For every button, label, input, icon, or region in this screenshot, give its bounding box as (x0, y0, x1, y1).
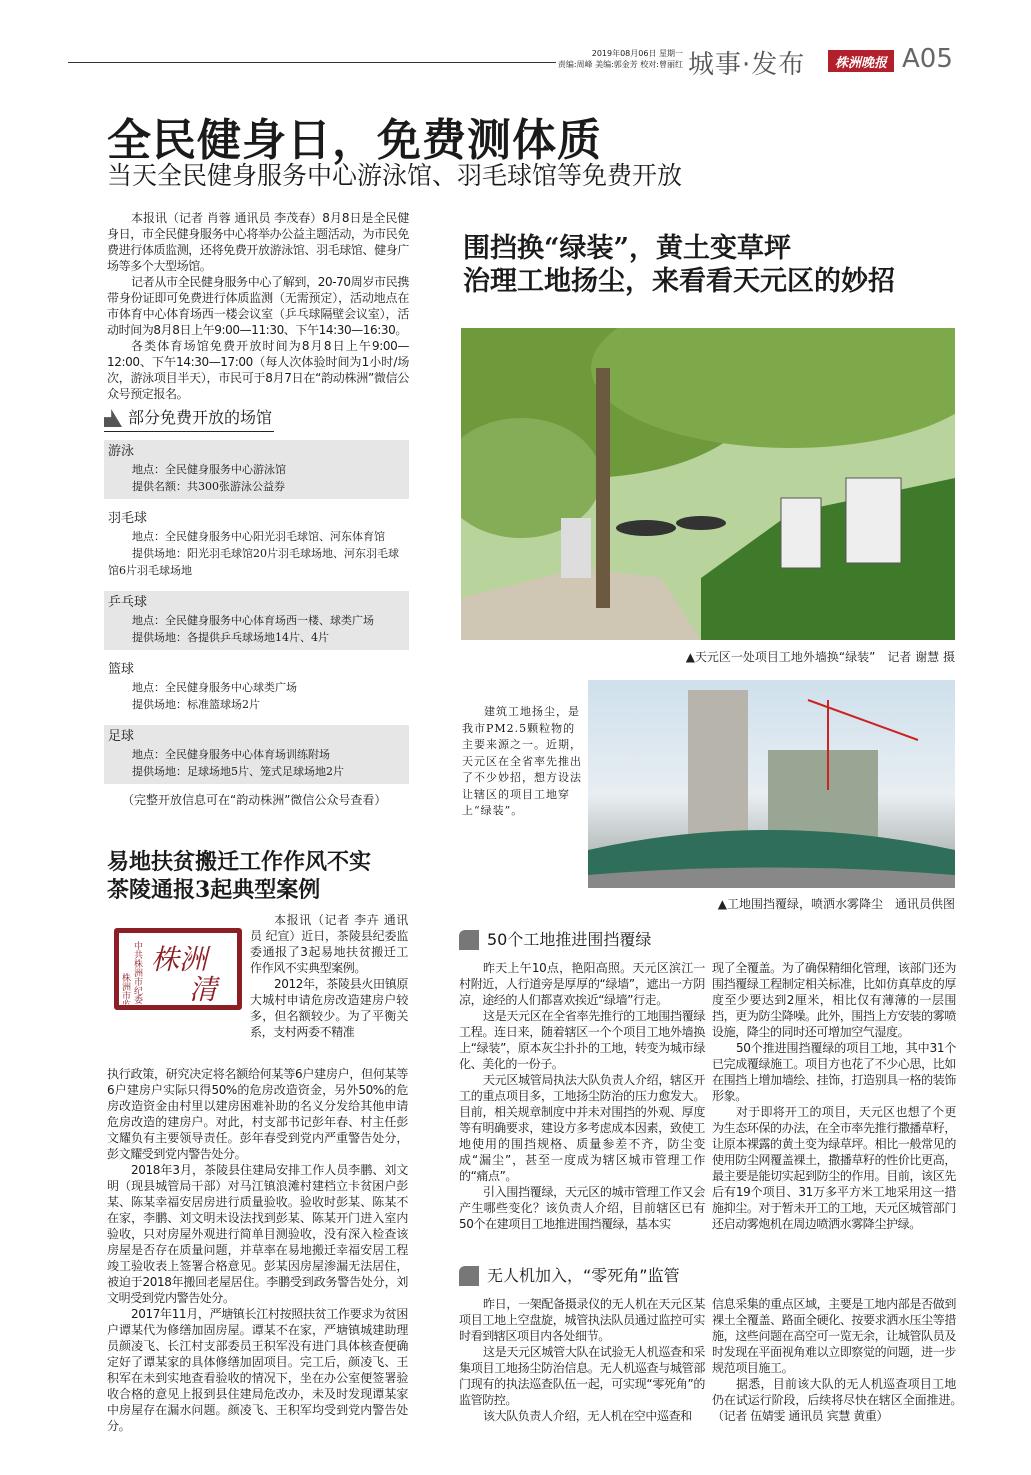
venue-line: 提供场地：阳光羽毛球馆20片羽毛球场地、河东羽毛球馆6片羽毛球场地 (108, 547, 399, 577)
page-number: A05 (902, 44, 953, 74)
svg-text:清: 清 (189, 973, 218, 1005)
venue-item (104, 658, 409, 717)
paragraph: 50个推进围挡覆绿的项目工地，其中31个已完成覆绿施工。项目方也花了不少心思，比如在围挡上增加墙绘、挂饰，打造别具一格的装饰形象。 (712, 1041, 956, 1103)
venue-line: 地点：全民健身服务中心阳光羽毛球馆、河东体育馆 (132, 530, 385, 543)
staff-credits: 责编:周峰 美编:郭金芳 校对:曾丽红 (557, 60, 683, 69)
venue-name: 乒乓球 (108, 595, 148, 610)
headline-line: 易地扶贫搬迁工作作风不实 (107, 849, 372, 875)
paper-logo: 株洲晚报 (828, 50, 894, 72)
arrow-icon (104, 409, 122, 427)
venues-heading-label: 部分免费开放的场馆 (128, 408, 273, 427)
photo1-caption: ▲天元区一处项目工地外墙换“绿装” 记者 谢慧 摄 (685, 650, 955, 664)
poverty-article-body (107, 1066, 408, 1434)
paragraph: 这是天元区城管大队在试验无人机巡查和采集项目工地扬尘防治信息。无人机巡查与城管部门现有的执法巡查队伍一起，可实现“零死角”的监管防控。 (459, 1345, 705, 1407)
svg-text:株洲: 株洲 (151, 943, 208, 976)
issue-date: 2019年08月06日 星期一 (591, 49, 683, 58)
venue-line: 提供名额：共300张游泳公益券 (132, 480, 285, 493)
section1-column1 (459, 960, 705, 1232)
photo-illustration (588, 680, 955, 888)
photo-green-wall-street (461, 328, 955, 640)
section1-column2 (712, 960, 956, 1232)
seal-graphic (119, 933, 237, 1005)
main-article-body (104, 210, 409, 402)
venue-name: 游泳 (108, 444, 135, 459)
paragraph: 本报讯（记者 肖蓉 通讯员 李茂春）8月8日是全民健身日，市全民健身服务中心将举办公益主题活动，为市民免费进行体质监测，还将免费开放游泳馆、羽毛球馆、健身广场等多个大型场馆。 (107, 211, 409, 273)
venue-item (104, 507, 409, 583)
green-story-headline (463, 232, 895, 298)
photo-sidenote: 建筑工地扬尘，是我市PM2.5颗粒物的主要来源之一。近期，天元区在全省率先推出了不少妙招，想方设法让辖区的项目工地穿上“绿装”。 (462, 705, 582, 817)
paragraph: 该大队负责人介绍，无人机在空中巡查和 (483, 1409, 692, 1423)
venue-line: 地点：全民健身服务中心球类广场 (132, 681, 297, 694)
paragraph: 昨日，一架配备摄录仪的无人机在天元区某项目工地上空盘旋，城管执法队员通过监控可实时看到辖区项目内各处细节。 (459, 1297, 705, 1343)
paragraph: 2018年3月，茶陵县住建局安排工作人员李鹏、刘文明（现县城管局干部）对马江镇浪滩村建档立卡贫困户彭某、陈某幸福安居房进行质量验收。验收时彭某、陈某不在家，李鹏、刘文明未设法找到彭某、陈某开门进入室内验收，只对房屋外观进行简单目测验收，没有深入检查该房屋是否存在质量问题，并草率在易地搬迁幸福安居工程竣工验收表上签署合格意见。彭某因房屋渗漏无法居住，被迫于2018年搬回老屋居住。李鹏受到政务警告处分，刘文明受到党内警告处分。 (107, 1163, 408, 1305)
paragraph: 记者从市全民健身服务中心了解到，20-70周岁市民携带身份证即可免费进行体质监测（无需预定），活动地点在市体育中心体育场西一楼会议室（乒乓球隔壁会议室），活动时间为8月8日上午9:00—11:30、下午14:30—16:30。 (107, 275, 409, 337)
venue-line: 地点：全民健身服务中心游泳馆 (132, 463, 286, 476)
venue-name: 篮球 (108, 662, 135, 677)
section2-column1 (459, 1296, 705, 1424)
paragraph: 对于即将开工的项目，天元区也想了个更为生态环保的办法，在全市率先推行撒播草籽，让原本裸露的黄土变为绿草坪。相比一般常见的使用防尘网覆盖裸土，撒播草籽的性价比更高，最主要是能切实起到防尘的作用。目前，该区先后有19个项目、31万多平方米工地采用这一措施抑尘。对于暂未开工的工地，天元区城管部门还启动雾炮机在周边喷洒水雾降尘护绿。 (712, 1105, 956, 1231)
paragraph: 昨天上午10点，艳阳高照。天元区滨江一村附近，人行道旁是厚厚的“绿墙”，遮出一方阴凉，途经的人们都喜欢挨近“绿墙”行走。 (459, 961, 705, 1007)
masthead-meta (558, 48, 683, 70)
venue-item (104, 591, 409, 650)
paragraph: 本报讯（记者 李卉 通讯员 纪宣）近日，茶陵县纪委监委通报了3起易地扶贫搬迁工作作风不实典型案例。 (250, 913, 408, 975)
square-bullet-icon (459, 930, 479, 950)
section2-column2 (712, 1296, 968, 1424)
venues-heading (104, 408, 274, 432)
svg-text:中共株洲市纪委: 中共株洲市纪委 (132, 941, 142, 1004)
section-heading (459, 1266, 705, 1286)
headline-line: 治理工地扬尘，来看看天元区的妙招 (463, 266, 895, 297)
venue-line: 地点：全民健身服务中心体育场西一楼、球类广场 (132, 614, 374, 627)
venue-name: 足球 (108, 729, 135, 744)
section-title: 无人机加入，“零死角”监管 (487, 1266, 680, 1285)
venue-name: 羽毛球 (108, 511, 148, 526)
headline-line: 围挡换“绿装”，黄土变草坪 (463, 233, 792, 264)
paragraph: 信息采集的重点区域，主要是工地内部是否做到裸土全覆盖、路面全硬化、按要求洒水压尘等措施，这些问题在高空可一览无余，让城管队员及时发现在平面视角难以立即察觉的问题，进一步规范项目施工。 (712, 1297, 956, 1375)
poverty-story-headline (107, 848, 371, 904)
venues-note: （完整开放信息可在“韵动株洲”微信公众号查看） (122, 793, 387, 807)
square-bullet-icon (459, 1266, 479, 1286)
headline-line: 茶陵通报3起典型案例 (107, 877, 321, 903)
venue-line: 提供场地：标准篮球场2片 (132, 698, 260, 711)
venues-list (104, 440, 409, 784)
masthead-rule (68, 62, 556, 63)
paragraph: 2012年，茶陵县火田镇原大城村申请危房改造建房户较多，但名额较少。为了平衡关系，支村两委不精准 (250, 977, 408, 1039)
main-story-column (104, 210, 409, 809)
photo2-caption: ▲工地围挡覆绿，喷洒水雾降尘 通讯员供图 (717, 897, 955, 911)
venue-line: 提供场地：足球场地5片、笼式足球场地2片 (132, 765, 344, 778)
paragraph: 现了全覆盖。为了确保精细化管理，该部门还为围挡覆绿工程制定相关标准，比如仿真草皮的厚度至少要达到2厘米，相比仅有薄薄的一层围挡，更为防尘降噪。此外，围挡上方安装的雾喷设施，降尘的同时还可增加空气湿度。 (712, 961, 956, 1039)
paragraph: 这是天元区在全省率先推行的工地围挡覆绿工程。连日来，随着辖区一个个项目工地外墙换上“绿装”，原本灰尘扑扑的工地，转变为城市绿化、美化的一份子。 (459, 1009, 705, 1071)
svg-text:株洲市监察委: 株洲市监察委 (120, 973, 130, 1005)
main-headline: 全民健身日，免费测体质 (107, 115, 602, 166)
venue-item (104, 725, 409, 784)
paragraph: 各类体育场馆免费开放时间为8月8日上午9:00—12:00、下午14:30—17:00（每人次体验时间为1小时/场次，游泳项目半天），市民可于8月7日在“韵动株洲”微信公众号预定报名。 (107, 339, 409, 401)
qingfeng-zhuzhou-seal (114, 928, 242, 1010)
photo-construction-site (588, 680, 955, 888)
section-title: 50个工地推进围挡覆绿 (487, 930, 652, 949)
paragraph: 据悉，目前该大队的无人机巡查项目工地仍在试运行阶段，后续将尽快在辖区全面推进。 （记者 伍婧雯 通讯员 宾慧 黄重） (712, 1377, 968, 1423)
paragraph: 执行政策，研究决定将名额给何某等6户建房户，但何某等6户建房户实际只得50%的危房改造资金，另外50%的危房改造资金由村里以建房困难补助的名义分发给其他申请危房改造的建房户。对此，村支部书记彭年春、村主任彭文耀负有主要领导责任。彭年春受到党内严重警告处分，彭文耀受到党内警告处分。 (107, 1067, 408, 1161)
main-subhead: 当天全民健身服务中心游泳馆、羽毛球馆等免费开放 (107, 161, 683, 190)
venue-item (104, 440, 409, 499)
photo-illustration (461, 328, 955, 640)
section-title: 城事·发布 (688, 50, 806, 80)
paragraph: 2017年11月，严塘镇长江村按照扶贫工作要求为贫困户谭某代为修缮加固房屋。谭某不在家，严塘镇城建助理员颜凌飞、长江村支部委员王积军没有进门具体核查便确定好了谭某家的具体修缮加固项目。完工后，颜凌飞、王积军在未到实地查看验收的情况下，坐在办公室便签署验收合格的意见上报到县住建局危改办，未及时发现谭某家中房屋存在漏水问题。颜凌飞、王积军均受到党内警告处分。 (107, 1307, 408, 1433)
poverty-article-intro (250, 912, 408, 1040)
paragraph: 引入围挡覆绿，天元区的城市管理工作又会产生哪些变化？该负责人介绍，目前辖区已有50个在建项目工地推进围挡覆绿，基本实 (459, 1185, 705, 1231)
venue-line: 提供场地：各提供乒乓球场地14片、4片 (132, 631, 329, 644)
section-heading (459, 930, 705, 950)
venue-line: 地点：全民健身服务中心体育场训练附场 (132, 748, 330, 761)
paragraph: 天元区城管局执法大队负责人介绍，辖区开工的重点项目多，工地扬尘防治的压力愈发大。目前，相关规章制度中并未对围挡的外观、厚度等有明确要求，建设方多考虑成本因素，致使工地使用的围挡规格、质量参差不齐，防尘变成“漏尘”，甚至一度成为辖区城市管理工作的“痛点”。 (459, 1073, 705, 1183)
